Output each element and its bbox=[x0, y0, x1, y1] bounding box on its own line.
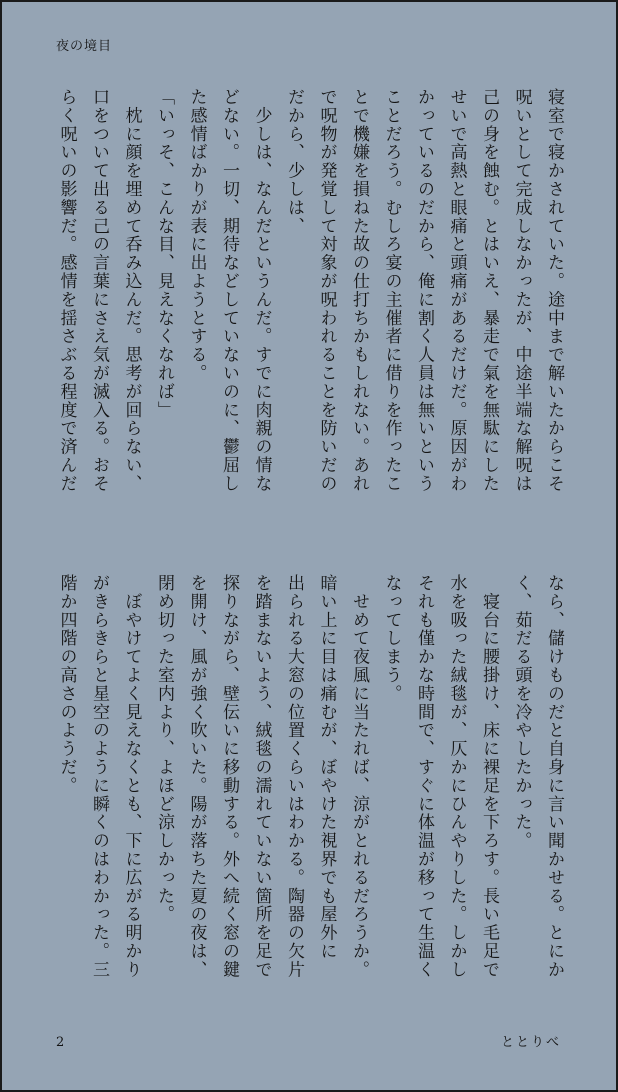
text-line: 口をついて出る己の言葉にさえ気が滅入る。おそ bbox=[89, 88, 109, 493]
text-line: とで機嫌を損ねた故の仕打ちかもしれない。あれ bbox=[349, 88, 369, 493]
text-line: かっているのだから、俺に割く人員は無いという bbox=[414, 88, 434, 493]
author-name: ととりべ bbox=[500, 1035, 561, 1050]
page-number: 2 bbox=[56, 1035, 65, 1050]
text-line: 暗い上に目は痛むが、ぼやけた視界でも屋外に bbox=[316, 574, 337, 961]
text-line: がきらきらと星空のように瞬くのはわかった。三 bbox=[89, 574, 109, 979]
text-line: どない。一切、期待などしていないのに、鬱屈し bbox=[219, 88, 239, 493]
text-line: 閉め切った室内より、よほど涼しかった。 bbox=[154, 574, 174, 924]
text-line: ことだろう。むしろ宴の主催者に借りを作ったこ bbox=[381, 88, 402, 493]
text-line: 呪いとして完成しなかったが、中途半端な解呪は bbox=[511, 88, 532, 493]
text-line: せいで高熱と眼痛と頭痛があるだけだ。原因がわ bbox=[446, 88, 467, 493]
text-line: た感情ばかりが表に出ようとする。 bbox=[186, 88, 207, 383]
text-line: 探りながら、壁伝いに移動する。外へ続く窓の鍵 bbox=[219, 574, 239, 979]
text-line: 水を吸った絨毯が、仄かにひんやりした。しかし bbox=[446, 574, 467, 979]
text-line: く、茹だる頭を冷やしたかった。 bbox=[511, 574, 532, 850]
upper-text-block bbox=[50, 88, 570, 528]
lower-text-block bbox=[50, 574, 570, 1014]
text-line: 寝台に腰掛け、床に裸足を下ろす。長い毛足で bbox=[479, 574, 499, 979]
text-line: 「いっそ、こんな目、見えなくなれば」 bbox=[154, 88, 174, 420]
text-line: 少しは、なんだというんだ。すでに肉親の情な bbox=[251, 88, 272, 493]
text-line: で呪物が発覚して対象が呪われることを防いだの bbox=[316, 88, 337, 493]
text-line: 己の身を蝕む。とはいえ、暴走で氣を無駄にした bbox=[479, 88, 499, 493]
text-line: らく呪いの影響だ。感情を揺さぶる程度で済んだ bbox=[56, 88, 77, 493]
text-line: 階か四階の高さのようだ。 bbox=[56, 574, 77, 795]
text-line: なってしまう。 bbox=[381, 574, 402, 703]
text-line: ぼやけてよく見えなくとも、下に広がる明かり bbox=[121, 574, 142, 979]
text-line: それも僅かな時間で、すぐに体温が移って生温く bbox=[414, 574, 434, 979]
text-line: だから、少しは、 bbox=[284, 88, 304, 236]
text-line: を踏まないよう、絨毯の濡れていない箇所を足で bbox=[251, 574, 272, 979]
text-line: 寝室で寝かされていた。途中まで解いたからこそ bbox=[544, 88, 564, 493]
text-line: 枕に顔を埋めて呑み込んだ。思考が回らない、 bbox=[121, 88, 142, 493]
text-line: 出られる大窓の位置くらいはわかる。陶器の欠片 bbox=[284, 574, 304, 979]
text-line: を開け、風が強く吹いた。陽が落ちた夏の夜は、 bbox=[186, 574, 207, 979]
text-line: なら、儲けものだと自身に言い聞かせる。とにか bbox=[544, 574, 564, 979]
text-line: せめて夜風に当たれば、涼がとれるだろうか。 bbox=[349, 574, 369, 979]
header-title: 夜の境目 bbox=[56, 39, 113, 54]
